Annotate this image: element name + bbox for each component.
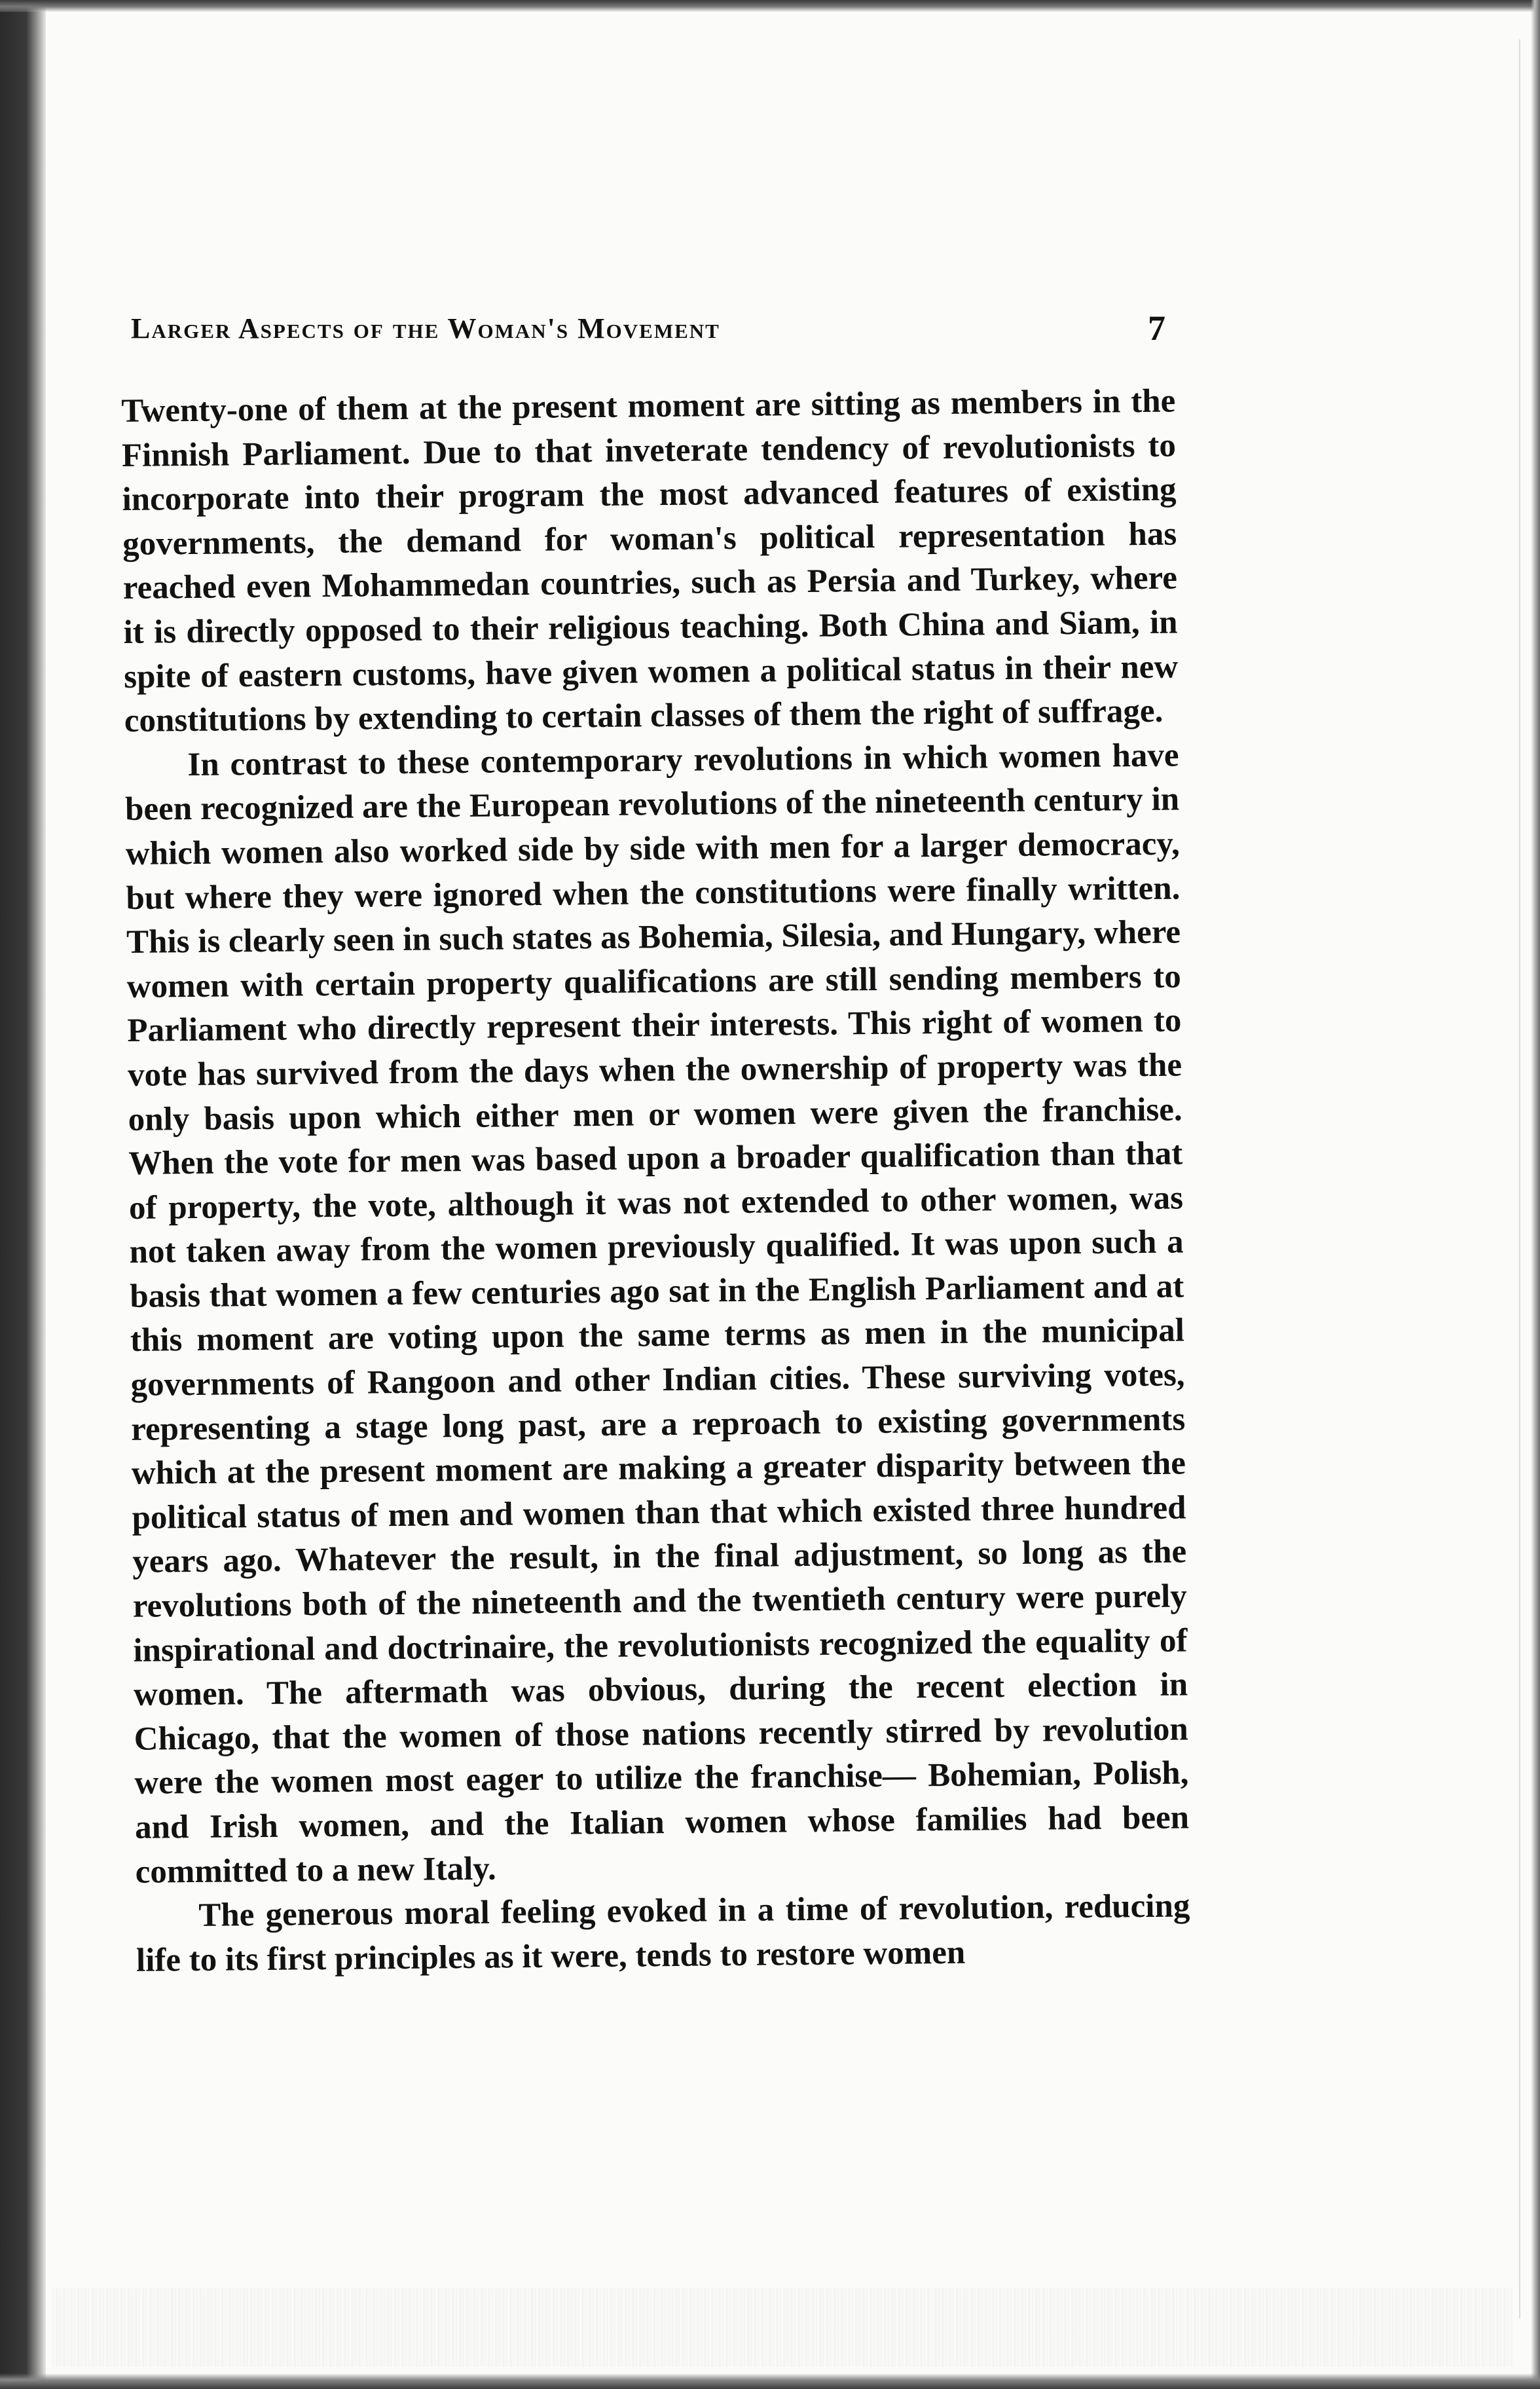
- page-header: [131, 308, 1165, 354]
- bleed-through-noise: [52, 2288, 1512, 2367]
- page-fold-line: [1519, 39, 1520, 2318]
- paragraph-1: Twenty-one of them at the present moment are sitting as members in the Finnish Parliament. Due to that inveterate tendency of revolutionists to incorporate into their program the most advanced features of existing governments, the demand for woman's political representation has reached even Mohammedan countries, such as Persia and Turkey, where it is directly opposed to their religious teaching. Both China and Siam, in spite of eastern customs, have given women a political status in their new constitutions by extending to certain classes of them the right of suffrage.: [121, 382, 1179, 740]
- paragraph-3: The generous moral feeling evoked in a time of revolution, reducing life to its first principles as it were, tends to restore women: [136, 1887, 1190, 1979]
- running-head: Larger Aspects of the Woman's Movement: [131, 312, 720, 344]
- scan-top-edge: [0, 0, 1540, 12]
- body-text: [121, 380, 1190, 1984]
- scan-right-edge: [1531, 0, 1540, 2389]
- paragraph-2: In contrast to these contemporary revolutions in which women have been recognized are the European revolutions of the nineteenth century in which women also worked side by side with men for a larger democracy, but where they were ignored when the constitutions were finally written. This is clearly seen in such states as Bohemia, Silesia, and Hungary, where women with certain property qualifications are still sending members to Parliament who directly represent their interests. This right of women to vote has survived from the days when the ownership of property was the only basis upon which either men or women were given the franchise. When the vote for men was based upon a broader qualification than that of property, the vote, although it was not extended to other women, was not taken away from the women previously qualified. It was upon such a basis that women a few centuries ago sat in the English Parliament and at this moment are voting upon the same terms as men in the municipal governments of Rangoon and other Indian cities. These surviving votes, representing a stage long past, are a reproach to existing governments which at the present moment are making a greater disparity between the political status of men and women than that which existed three hundred years ago. Whatever the result, in the final adjustment, so long as the revolutions both of the nineteenth and the twentieth century were purely inspirational and doctrinaire, the revolutionists recognized the equality of women. The aftermath was obvious, during the recent election in Chicago, that the women of those nations recently stirred by revolution were the women most eager to utilize the franchise— Bohemian, Polish, and Irish women, and the Italian women whose families had been committed to a new Italy.: [124, 737, 1190, 1891]
- page-number: 7: [1148, 308, 1165, 348]
- scan-left-edge: [0, 0, 46, 2389]
- scan-bottom-edge: [0, 2373, 1540, 2389]
